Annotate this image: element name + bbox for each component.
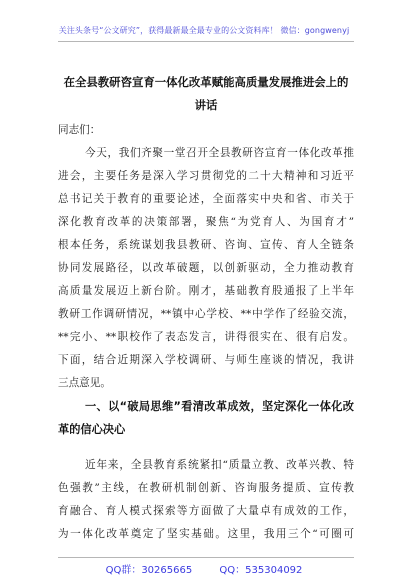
footer-qq-group: QQ群：30265665 [105, 565, 193, 576]
paragraph-line: 协同发展路径，以改革破题，以创新驱动，全力推动教育 [58, 262, 354, 274]
paragraph-line: 近年来，全县教育系统紧扣“质量立教、改革兴教、特 [85, 459, 354, 471]
paragraph-line: 色强教”主线，在教研机制创新、咨询服务提质、宣传教 [58, 482, 354, 494]
section-heading-line: 革的信心决心 [58, 423, 126, 436]
paragraph-line: 深化教育改革的决策部署，聚焦“为党育人、为国育才” [58, 216, 354, 228]
section-heading-line: 一、以“破局思维”看清改革成效，坚定深化一体化改 [85, 400, 354, 413]
paragraph-line: 三点意见。 [58, 377, 111, 389]
footer-divider [58, 557, 354, 558]
paragraph-line: **完小、**职校作了表态发言，讲得很实在、很有启发。 [58, 331, 354, 343]
paragraph-line: 高质量发展迈上新台阶。刚才，基础教育股通报了上半年 [58, 285, 354, 297]
footer-qq: QQ：535304092 [219, 565, 303, 576]
paragraph-line: 进会，主要任务是深入学习贯彻党的二十大精神和习近平 [58, 170, 354, 182]
header-banner: 关注头条号“公文研究”，获得最新最全最专业的公文资料库！ 微信：gongwenyj [58, 26, 350, 35]
footer [0, 561, 408, 576]
paragraph-line: 育融合、育人模式探索等方面做了大量卓有成效的工作， [58, 505, 354, 517]
paragraph-line: 总书记关于教育的重要论述，全面落实中央和省、市关于 [58, 193, 354, 205]
paragraph-line: 教研工作调研情况，**镇中心学校、**中学作了经验交流， [58, 308, 354, 320]
salutation: 同志们： [58, 124, 101, 136]
paragraph-line: 今天，我们齐聚一堂召开全县教研咨宣育一体化改革推 [85, 147, 354, 159]
header-divider [58, 41, 354, 42]
paragraph-line: 根本任务，系统谋划我县教研、咨询、宣传、育人全链条 [58, 239, 354, 251]
paragraph-line: 为一体化改革奠定了坚实基础。这里，我用三个“可圈可 [58, 528, 354, 540]
document-title-line-1: 在全县教研咨宣育一体化改革赋能高质量发展推进会上的 [63, 75, 349, 89]
document-title-line-2: 讲话 [194, 98, 218, 112]
paragraph-line: 下面，结合近期深入学校调研、与师生座谈的情况，我讲 [58, 354, 354, 366]
